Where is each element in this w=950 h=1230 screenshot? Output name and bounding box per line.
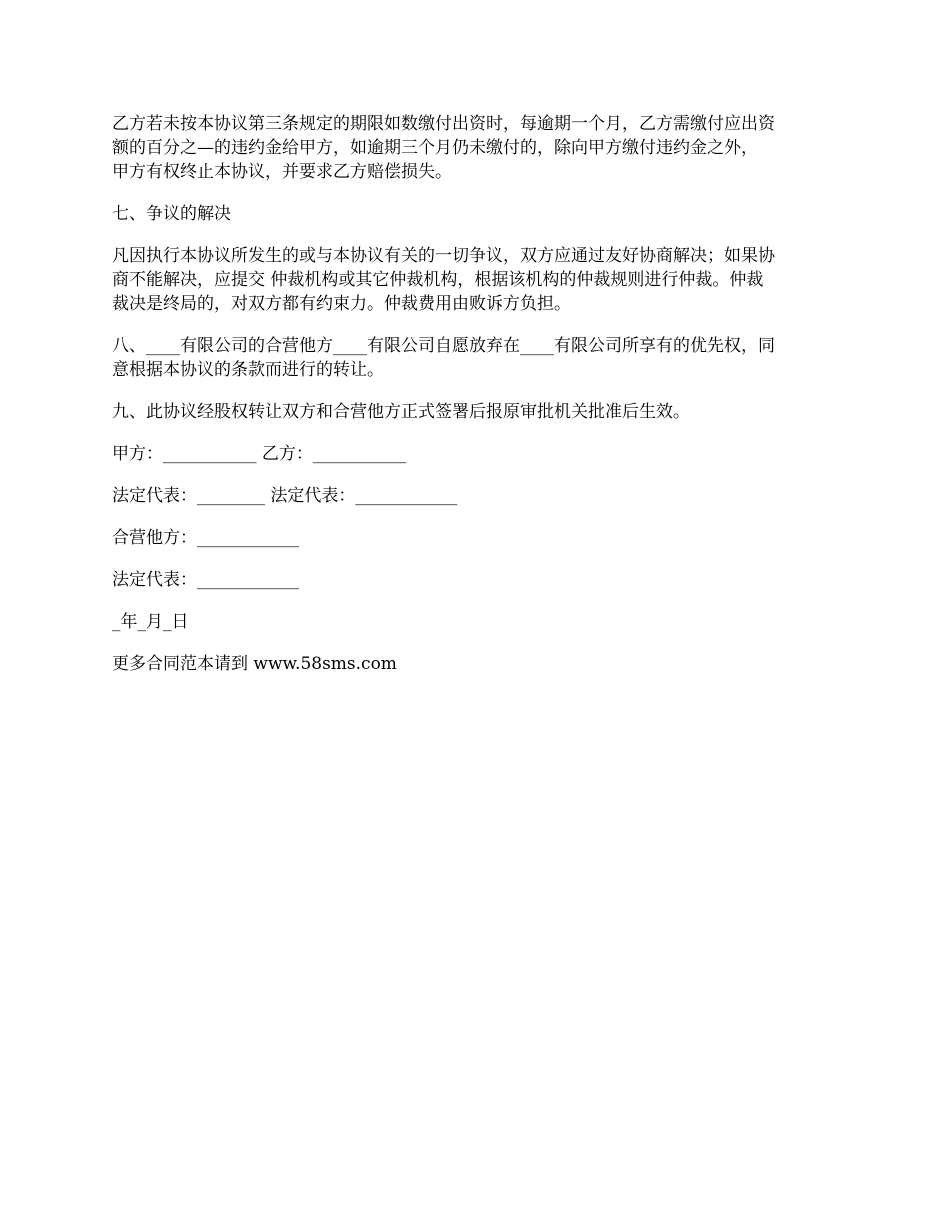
text-line: 合营他方：____________	[112, 528, 299, 548]
text-line: 乙方若未按本协议第三条规定的期限如数缴付出资时，每逾期一个月，乙方需缴付应出资	[112, 114, 775, 134]
paragraph-effectiveness	[112, 400, 840, 424]
text-line: 法定代表：____________	[112, 570, 299, 590]
paragraph-priority-waiver	[112, 334, 840, 382]
text-line: 八、____有限公司的合营他方____有限公司自愿放弃在____有限公司所享有的优先权，同	[112, 336, 775, 356]
footer-more-templates	[112, 652, 840, 676]
text-line: 甲方：___________ 乙方：___________	[112, 444, 407, 464]
section-heading-dispute	[112, 202, 840, 226]
text-line: 额的百分之—的违约金给甲方，如逾期三个月仍未缴付的，除向甲方缴付违约金之外，	[112, 138, 758, 158]
signature-party-ab	[112, 442, 840, 466]
text-line: 甲方有权终止本协议，并要求乙方赔偿损失。	[112, 162, 452, 182]
text-line: _年_月_日	[112, 612, 189, 632]
paragraph-dispute-resolution	[112, 244, 840, 316]
text-line: 意根据本协议的条款而进行的转让。	[112, 360, 384, 380]
text-line: 七、争议的解决	[112, 204, 231, 224]
signature-jv-legal-representative	[112, 568, 840, 592]
paragraph-breach-penalty	[112, 112, 840, 184]
document-page	[112, 112, 840, 694]
signature-joint-venture-party	[112, 526, 840, 550]
text-line: 法定代表：________ 法定代表：____________	[112, 486, 458, 506]
text-line: 商不能解决，应提交 仲裁机构或其它仲裁机构，根据该机构的仲裁规则进行仲裁。仲裁	[112, 270, 764, 290]
text-line: 凡因执行本协议所发生的或与本协议有关的一切争议，双方应通过友好协商解决；如果协	[112, 246, 775, 266]
signature-legal-representatives	[112, 484, 840, 508]
text-line: 裁决是终局的，对双方都有约束力。仲裁费用由败诉方负担。	[112, 294, 571, 314]
text-line: 更多合同范本请到 www.58sms.com	[112, 654, 397, 674]
text-line: 九、此协议经股权转让双方和合营他方正式签署后报原审批机关批准后生效。	[112, 402, 690, 422]
signature-date	[112, 610, 840, 634]
